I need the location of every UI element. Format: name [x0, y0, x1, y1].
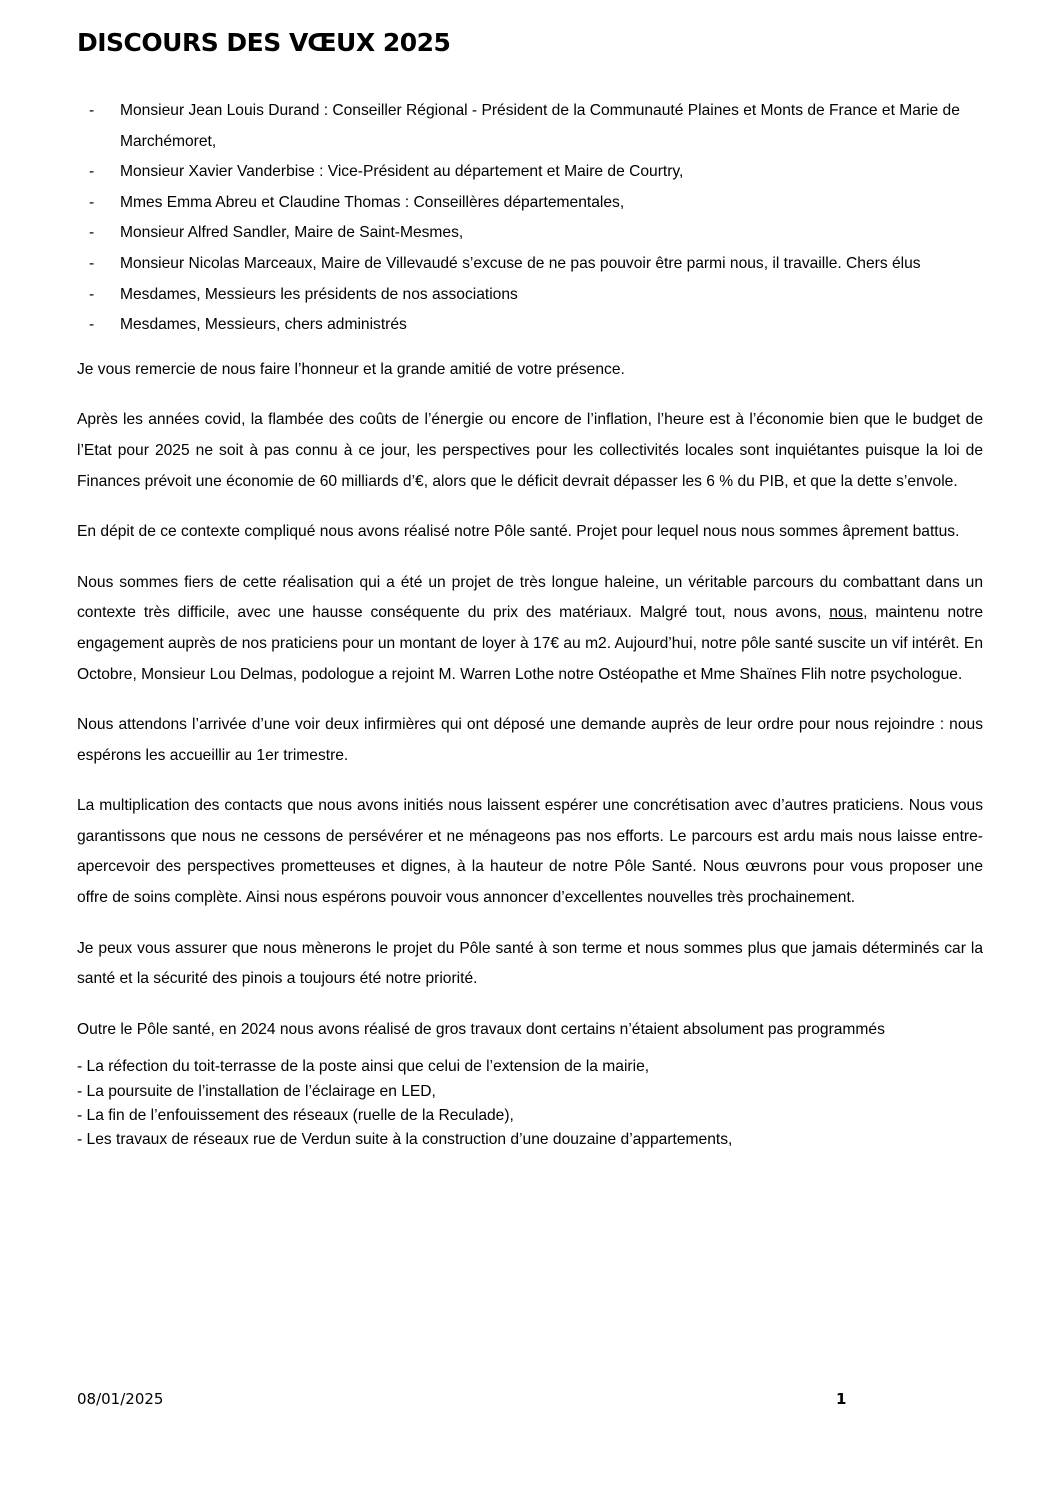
works-list: [77, 1055, 983, 1152]
paragraph-realisation-start: Nous sommes fiers de cette réalisation qui a été un projet de très longue haleine, un véritable parcours du combattant dans un contexte très difficile, avec une hausse conséquente du prix des matériaux. Malgré tout, nous avons,: [77, 573, 983, 622]
paragraph-assurance: Je peux vous assurer que nous mènerons le projet du Pôle santé à son terme et nous sommes plus que jamais déterminés car la santé et la sécurité des pinois a toujours été notre priorité.: [77, 939, 983, 988]
document-title: DISCOURS DES VŒUX 2025: [77, 28, 451, 57]
works-item: - La réfection du toit-terrasse de la poste ainsi que celui de l’extension de la mairie,: [77, 1058, 650, 1076]
paragraph-context: Après les années covid, la flambée des coûts de l’énergie ou encore de l’inflation, l’heure est à l’économie bien que le budget de l’Etat pour 2025 ne soit à pas connu à ce jour, les perspectives pour les collectivités locales sont inquiétantes puisque la loi de Finances prévoit une économie de 60 milliards d’€, alors que le déficit devrait dépasser les 6 % du PIB, et que la dette s’envole.: [77, 411, 983, 490]
guest-item: - Mesdames, Messieurs, chers administrés: [77, 310, 983, 341]
guest-item: - Monsieur Alfred Sandler, Maire de Saint-Mesmes,: [77, 218, 983, 249]
footer-date: 08/01/2025: [77, 1390, 164, 1408]
paragraph-thanks: Je vous remercie de nous faire l’honneur et la grande amitié de votre présence.: [77, 360, 625, 378]
guest-item: - Mmes Emma Abreu et Claudine Thomas : Conseillères départementales,: [77, 188, 983, 219]
paragraph-pole-sante: En dépit de ce contexte compliqué nous avons réalisé notre Pôle santé. Projet pour lequel nous nous sommes âprement battus.: [77, 523, 960, 541]
guest-item: - Monsieur Nicolas Marceaux, Maire de Villevaudé s’excuse de ne pas pouvoir être parmi nous, il travaille. Chers élus: [77, 249, 983, 280]
page-number: 1: [836, 1390, 847, 1408]
paragraph-realisation: [77, 568, 983, 690]
document-body: [77, 96, 983, 1153]
paragraph-realisation-end: , maintenu notre engagement auprès de nos praticiens pour un montant de loyer à 17€ au m2. Aujourd’hui, notre pôle santé suscite un vif intérêt. En Octobre, Monsieur Lou Delmas, podologue a rejoint M. Warren Lothe notre Ostéopathe et Mme Shaïnes Flih notre psychologue.: [77, 604, 983, 683]
works-item: - Les travaux de réseaux rue de Verdun suite à la construction d’une douzaine d’appartements,: [77, 1131, 733, 1149]
works-item: - La poursuite de l’installation de l’éclairage en LED,: [77, 1082, 436, 1100]
underlined-word: nous: [829, 604, 864, 622]
paragraph-infirmieres: Nous attendons l’arrivée d’une voir deux infirmières qui ont déposé une demande auprès de leur ordre pour nous rejoindre : nous espérons les accueillir au 1er trimestre.: [77, 716, 983, 764]
paragraph-works-intro: Outre le Pôle santé, en 2024 nous avons réalisé de gros travaux dont certains n’étaient absolument pas programmés: [77, 1020, 885, 1038]
guest-list: [77, 96, 983, 341]
paragraph-contacts: La multiplication des contacts que nous avons initiés nous laissent espérer une concrétisation avec d’autres praticiens. Nous vous garantissons que nous ne cessons de persévérer et ne ménageons pas nos efforts. Le parcours est ardu mais nous laisse entre-apercevoir des perspectives prometteuses et dignes, à la hauteur de notre Pôle Santé. Nous œuvrons pour vous proposer une offre de soins complète. Ainsi nous espérons pouvoir vous annoncer d’excellentes nouvelles très prochainement.: [77, 797, 983, 907]
works-item: - La fin de l’enfouissement des réseaux (ruelle de la Reculade),: [77, 1107, 514, 1125]
guest-item: - Monsieur Xavier Vanderbise : Vice-Président au département et Maire de Courtry,: [77, 157, 983, 188]
guest-item: - Monsieur Jean Louis Durand : Conseiller Régional - Président de la Communauté Plaines et Monts de France et Marie de Marchémoret,: [77, 96, 983, 157]
guest-item: - Mesdames, Messieurs les présidents de nos associations: [77, 280, 983, 311]
